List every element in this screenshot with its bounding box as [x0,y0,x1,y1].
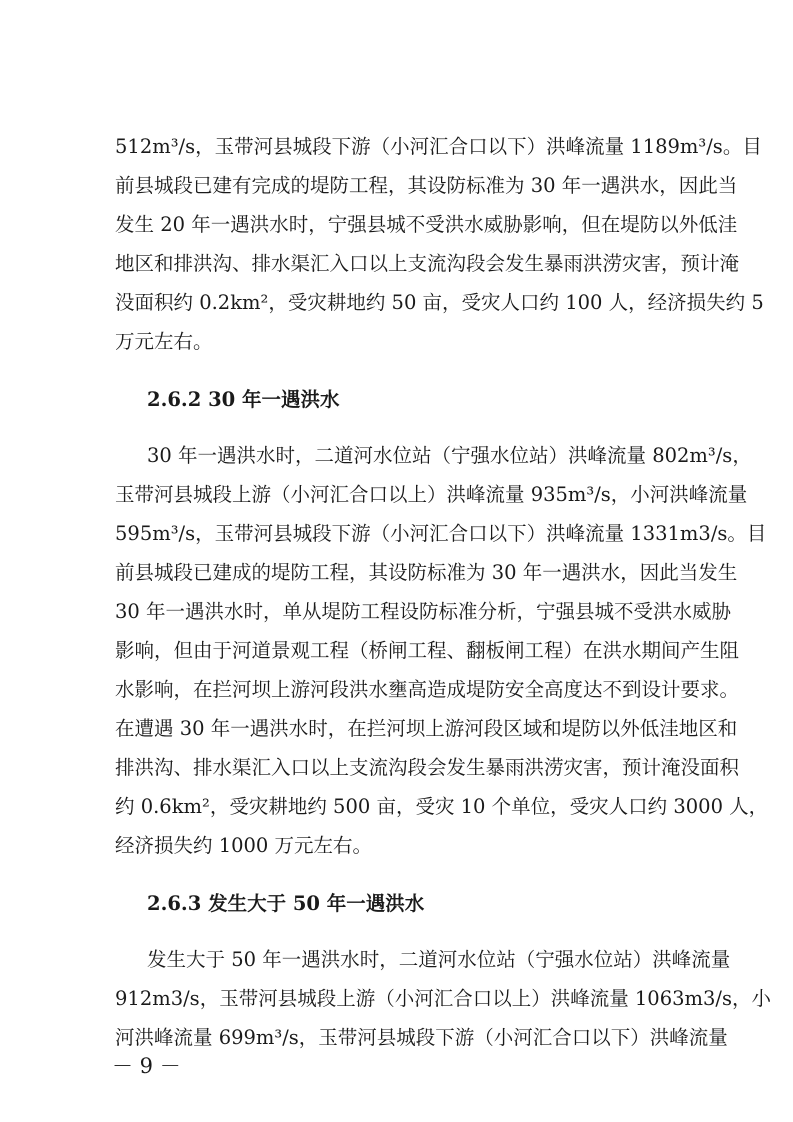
paragraph-line: 发生 20 年一遇洪水时，宁强县城不受洪水威胁影响，但在堤防以外低洼 [115,213,738,236]
paragraph-line: 影响，但由于河道景观工程（桥闸工程、翻板闸工程）在洪水期间产生阻 [115,639,740,662]
paragraph-line: 河洪峰流量 699m³/s，玉带河县城段下游（小河汇合口以下）洪峰流量 [115,1026,728,1049]
paragraph-line: 595m³/s，玉带河县城段下游（小河汇合口以下）洪峰流量 1331m3/s。目 [115,522,767,545]
paragraph-line: 30 年一遇洪水时，单从堤防工程设防标准分析，宁强县城不受洪水威胁 [115,600,732,623]
paragraph-line: 玉带河县城段上游（小河汇合口以上）洪峰流量 935m³/s，小河洪峰流量 [115,483,748,506]
paragraph-line: 水影响，在拦河坝上游河段洪水壅高造成堤防安全高度达不到设计要求。 [115,678,740,701]
paragraph-line: 没面积约 0.2km²，受灾耕地约 50 亩，受灾人口约 100 人，经济损失约 5 [115,291,764,314]
paragraph-line: 约 0.6km²，受灾耕地约 500 亩，受灾 10 个单位，受灾人口约 3000 人， [115,795,769,818]
paragraph-line: 发生大于 50 年一遇洪水时，二道河水位站（宁强水位站）洪峰流量 [147,948,731,971]
section-heading-2-6-2: 2.6.2 30 年一遇洪水 [147,388,340,411]
paragraph-line: 万元左右。 [115,330,213,353]
paragraph-line: 30 年一遇洪水时，二道河水位站（宁强水位站）洪峰流量 802m³/s， [147,444,752,467]
paragraph-line: 前县城段已建成的堤防工程，其设防标准为 30 年一遇洪水，因此当发生 [115,561,738,584]
paragraph-line: 前县城段已建有完成的堤防工程，其设防标准为 30 年一遇洪水，因此当 [115,174,738,197]
paragraph-line: 512m³/s，玉带河县城段下游（小河汇合口以下）洪峰流量 1189m³/s。目 [115,135,762,158]
section-heading-2-6-3: 2.6.3 发生大于 50 年一遇洪水 [147,892,425,915]
paragraph-line: 地区和排洪沟、排水渠汇入口以上支流沟段会发生暴雨洪涝灾害，预计淹 [115,252,740,275]
paragraph-line: 排洪沟、排水渠汇入口以上支流沟段会发生暴雨洪涝灾害，预计淹没面积 [115,756,740,779]
paragraph-line: 在遭遇 30 年一遇洪水时，在拦河坝上游河段区域和堤防以外低洼地区和 [115,717,738,740]
page-number: － 9 － [112,1054,181,1078]
paragraph-line: 912m3/s，玉带河县城段上游（小河汇合口以上）洪峰流量 1063m3/s，小 [115,987,771,1010]
paragraph-line: 经济损失约 1000 万元左右。 [115,834,373,857]
